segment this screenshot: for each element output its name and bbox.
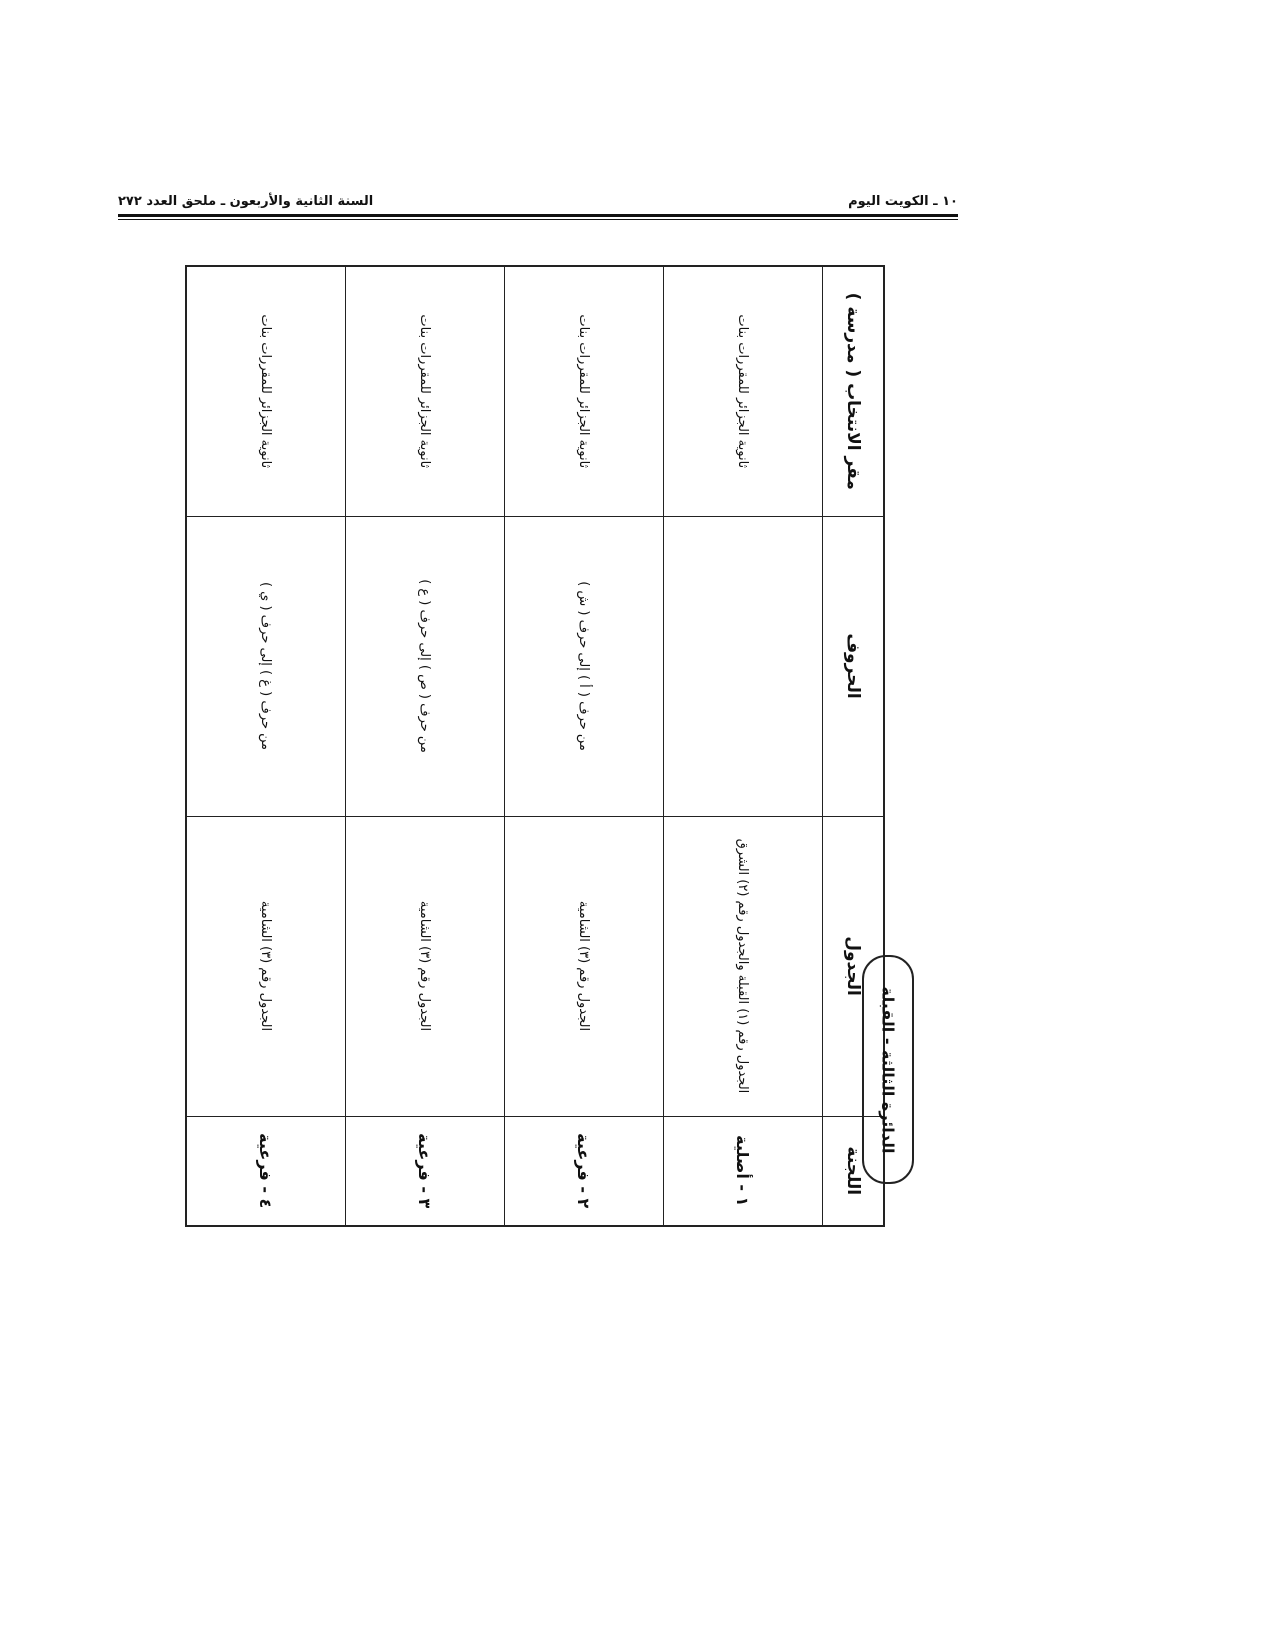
header-rule: [118, 214, 958, 217]
cell-committee: ١ - أصلية: [664, 1116, 823, 1226]
cell-committee: ٢ - فرعية: [505, 1116, 664, 1226]
committees-table: [185, 265, 885, 1227]
cell-letters: [664, 516, 823, 816]
cell-venue: ثانوية الجزائر للمقررات بنات: [664, 266, 823, 516]
cell-venue: ثانوية الجزائر للمقررات بنات: [186, 266, 346, 516]
header-committee: اللجنة: [823, 1116, 885, 1226]
cell-letters: من حرف ( أ ) إلى حرف ( ش ): [505, 516, 664, 816]
header-venue: مقر الانتخاب ( مدرسة ): [823, 266, 885, 516]
table-row: [505, 266, 664, 1226]
header-letters: الحروف: [823, 516, 885, 816]
district-label-box: [862, 955, 914, 1184]
cell-table: الجدول رقم (٣) الشامية: [505, 816, 664, 1116]
cell-venue: ثانوية الجزائر للمقررات بنات: [346, 266, 505, 516]
table-row: [186, 266, 346, 1226]
cell-letters: من حرف ( ص ) إلى حرف ( ع ): [346, 516, 505, 816]
cell-table: الجدول رقم (٣) الشامية: [186, 816, 346, 1116]
cell-table: الجدول رقم (٣) الشامية: [346, 816, 505, 1116]
cell-letters: من حرف ( غ ) إلى حرف ( ي ): [186, 516, 346, 816]
cell-committee: ٣ - فرعية: [346, 1116, 505, 1226]
page-number-title: ١٠ ـ الكويت اليوم: [848, 194, 958, 209]
district-label: الدائرة الثالثة - القبلة: [878, 985, 898, 1154]
header-rule-thin: [118, 219, 958, 220]
table-wrapper: [195, 265, 885, 1225]
rotated-table-area: [195, 265, 885, 1225]
table-row: [346, 266, 505, 1226]
issue-info: السنة الثانية والأربعون ـ ملحق العدد ٢٧٢: [118, 194, 374, 209]
cell-table: الجدول رقم (١) القبلة والجدول رقم (٢) الشرق: [664, 816, 823, 1116]
cell-committee: ٤ - فرعية: [186, 1116, 346, 1226]
header-table: الجدول: [823, 816, 885, 1116]
table-row: [664, 266, 823, 1226]
cell-venue: ثانوية الجزائر للمقررات بنات: [505, 266, 664, 516]
